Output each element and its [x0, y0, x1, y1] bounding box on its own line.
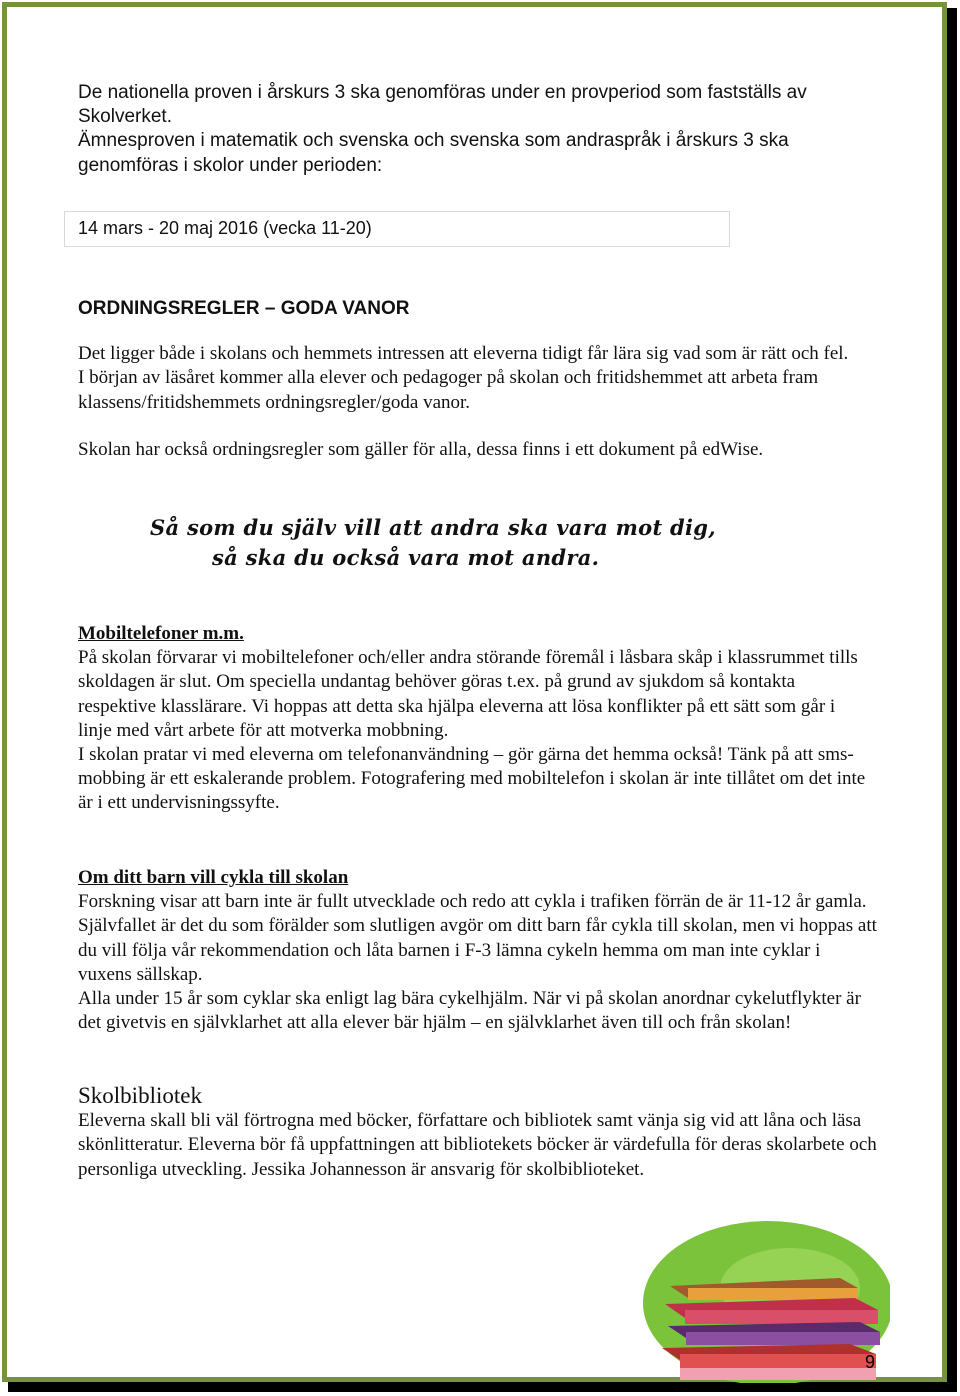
rules-paragraph-1: Det ligger både i skolans och hemmets intressen att eleverna tidigt får lära sig vad som är rätt och fel. — [78, 343, 849, 365]
mobile-paragraph-2: I skolan pratar vi med eleverna om telefonanvändning – gör gärna det hemma också! Tänk på att sms-mobbing är ett eskalerande problem. Fotografering med mobiltelefon i skolan är inte tillåtet om det inte är i ett undervisningssyfte. — [78, 744, 866, 814]
quote-line-2: så ska du också vara mot andra. — [212, 545, 600, 570]
intro-line-2: Ämnesproven i matematik och svenska och svenska som andraspråk i årskurs 3 ska genomföras i skolor under perioden: — [78, 130, 789, 176]
stack-of-books-icon — [640, 1218, 890, 1383]
quote-line-1: Så som du själv vill att andra ska vara mot dig, — [150, 515, 716, 540]
rules-heading: ORDNINGSREGLER – GODA VANOR — [78, 298, 410, 319]
rules-section — [78, 297, 868, 462]
library-heading: Skolbibliotek — [78, 1083, 202, 1108]
page-number: 9 — [865, 1352, 876, 1372]
period-box — [64, 211, 730, 247]
mobile-heading: Mobiltelefoner m.m. — [78, 623, 244, 644]
mobile-section — [78, 622, 868, 816]
period-text: 14 mars - 20 maj 2016 (vecka 11-20) — [78, 218, 372, 238]
bike-heading: Om ditt barn vill cykla till skolan — [78, 867, 349, 888]
bike-paragraph-2: Alla under 15 år som cyklar ska enligt lag bära cykelhjälm. När vi på skolan anordnar cykelutflykter är det givetvis en självklarhet att alla elever bär hjälm – en självklarhet även till och från skolan! — [78, 988, 861, 1034]
rules-paragraph-3: Skolan har också ordningsregler som gäller för alla, dessa finns i ett dokument på edWise. — [78, 438, 764, 460]
bike-section — [78, 866, 878, 1035]
intro-text — [78, 81, 878, 178]
intro-line-1: De nationella proven i årskurs 3 ska genomföras under en provperiod som fastställs av Skolverket. — [78, 82, 807, 128]
mobile-paragraph-1: På skolan förvarar vi mobiltelefoner och/eller andra störande föremål i låsbara skåp i klassrummet tills skoldagen är slut. Om speciella undantag behöver göras t.ex. på grund av sjukdom så kontakta respektive klasslärare. Vi hoppas att detta ska hjälpa eleverna att lösa konflikter på ett sätt som går i linje med vårt arbete för att motverka mobbning. — [78, 647, 858, 741]
library-section — [78, 1084, 878, 1182]
bike-paragraph-1: Forskning visar att barn inte är fullt utvecklade och redo att cykla i trafiken förrän de är 11-12 år gamla. Självfallet är det du som förälder som slutligen avgör om ditt barn får cykla till skolan, men vi hoppas att du vill följa vår rekommendation och låta barnen i F-3 lämna cykeln hemma om man inte cyklar i vuxens sällskap. — [78, 891, 877, 985]
library-paragraph-1: Eleverna skall bli väl förtrogna med böcker, författare och bibliotek samt vänja sig vid att låna och läsa skönlitteratur. Eleverna bör få uppfattningen att bibliotekets böcker är värdefulla för deras skolarbete och personliga utveckling. Jessika Johannesson är ansvarig för skolbiblioteket. — [78, 1110, 877, 1180]
rules-paragraph-2: I början av läsåret kommer alla elever och pedagoger på skolan och fritidshemmet att arbeta fram klassens/fritidshemmets ordningsregler/goda vanor. — [78, 367, 819, 413]
